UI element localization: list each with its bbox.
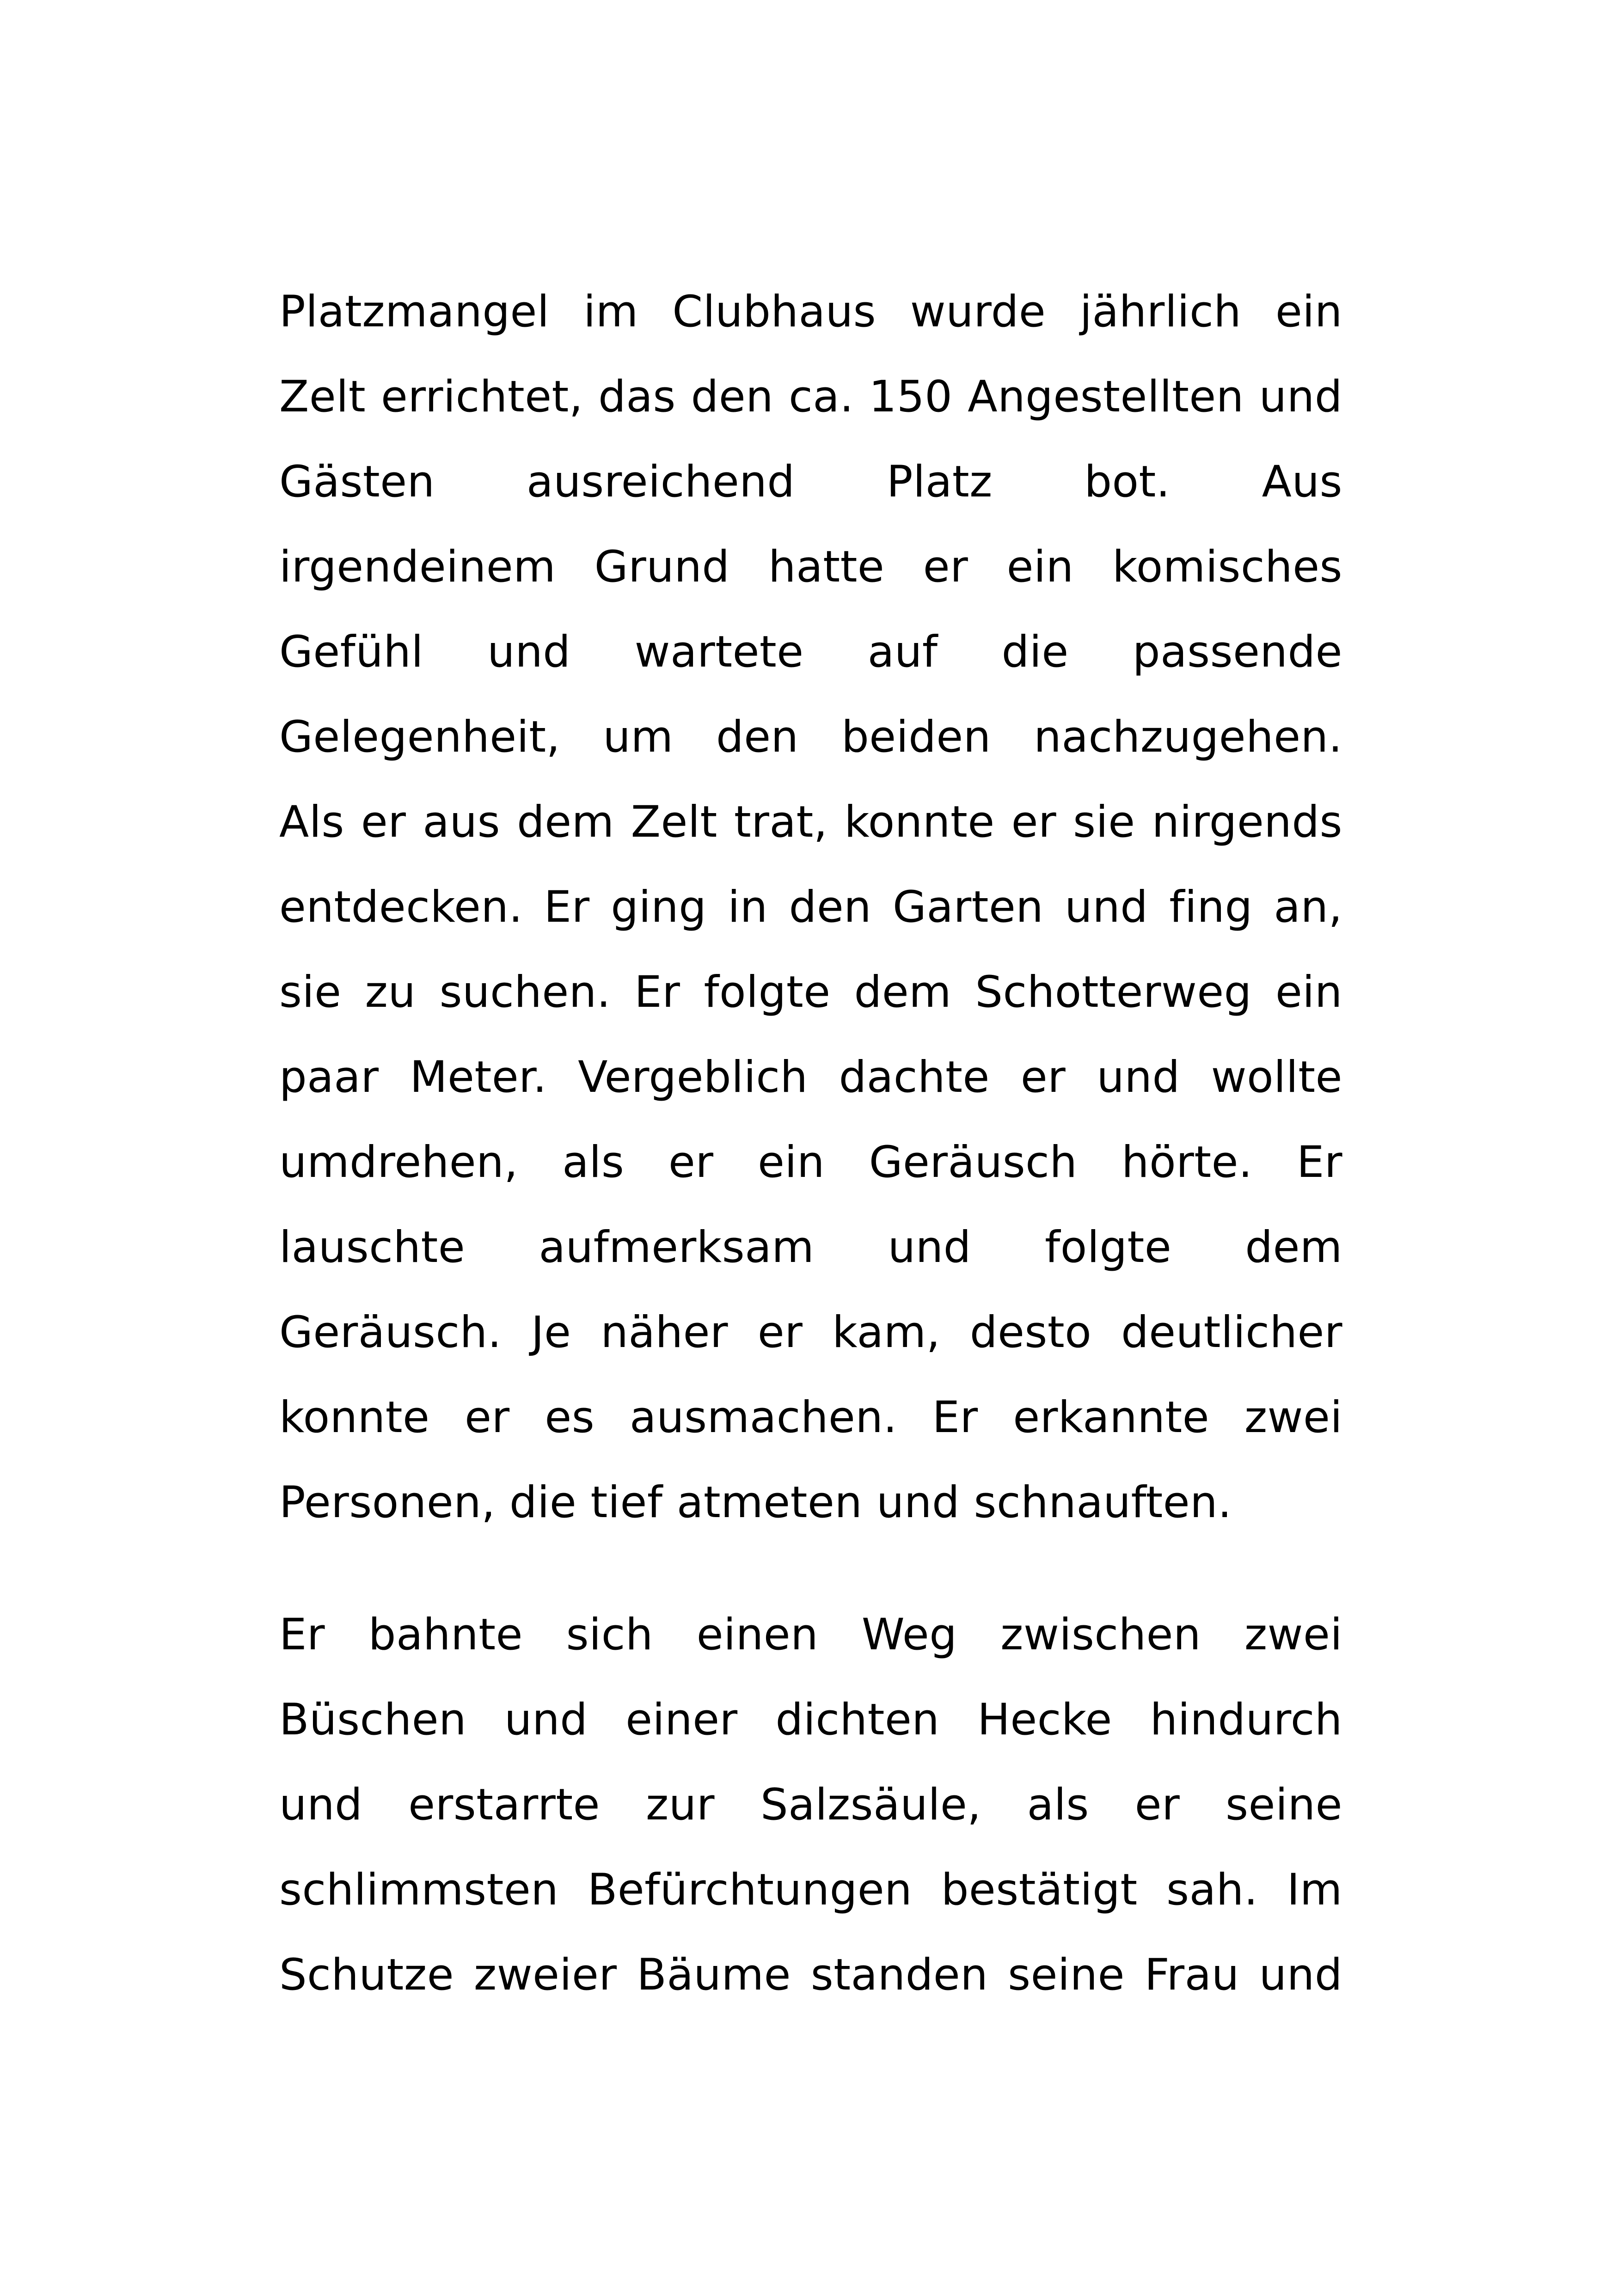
text-line: umdrehen, als er ein Geräusch hörte. Er <box>279 1137 1342 1188</box>
text-line: Gefühl und wartete auf die passende <box>279 627 1342 677</box>
text-line: sie zu suchen. Er folgte dem Schotterweg ein <box>279 967 1342 1017</box>
paragraph-1 <box>279 284 1342 1560</box>
text-line: lauschte aufmerksam und folgte dem <box>279 1222 1342 1273</box>
text-line: Gelegenheit, um den beiden nachzugehen. <box>279 712 1342 762</box>
text-line: Zelt errichtet, das den ca. 150 Angestellten und <box>279 372 1342 422</box>
text-line: entdecken. Er ging in den Garten und fing an, <box>279 882 1342 932</box>
text-line: Gästen ausreichend Platz bot. Aus <box>279 457 1342 507</box>
text-line: irgendeinem Grund hatte er ein komisches <box>279 542 1342 592</box>
text-line: und erstarrte zur Salzsäule, als er seine <box>279 1780 1342 1830</box>
text-line: Als er aus dem Zelt trat, konnte er sie nirgends <box>279 797 1342 847</box>
text-line: Platzmangel im Clubhaus wurde jährlich ein <box>279 287 1342 337</box>
text-line: Geräusch. Je näher er kam, desto deutlicher <box>279 1307 1342 1358</box>
text-line: Büschen und einer dichten Hecke hindurch <box>279 1695 1342 1745</box>
text-line: Schutze zweier Bäume standen seine Frau und <box>279 1950 1342 2000</box>
text-line: konnte er es ausmachen. Er erkannte zwei <box>279 1392 1342 1443</box>
text-line: schlimmsten Befürchtungen bestätigt sah. Im <box>279 1865 1342 1915</box>
text-line: paar Meter. Vergeblich dachte er und wollte <box>279 1052 1342 1102</box>
paragraph-2 <box>279 1607 1342 2032</box>
text-line: Personen, die tief atmeten und schnauften. <box>279 1477 1232 1528</box>
text-line: Er bahnte sich einen Weg zwischen zwei <box>279 1610 1342 1660</box>
